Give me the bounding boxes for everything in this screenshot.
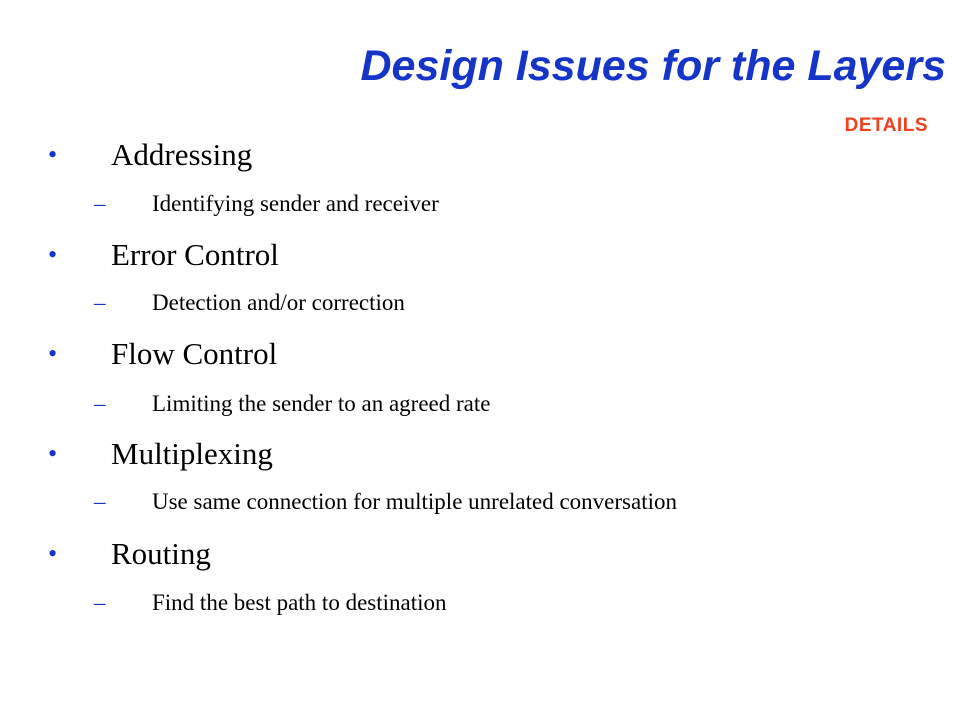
bullet-icon: • [48, 140, 58, 169]
dash-icon: – [94, 590, 106, 615]
details-link[interactable]: DETAILS [844, 115, 928, 136]
topic-detail: Find the best path to destination [152, 590, 447, 615]
topic-detail: Identifying sender and receiver [152, 191, 439, 216]
dash-icon: – [94, 391, 106, 416]
bullet-icon: • [48, 339, 58, 368]
dash-icon: – [94, 489, 106, 514]
topic-heading: Error Control [111, 237, 279, 272]
bullet-icon: • [48, 439, 58, 468]
topic-heading: Addressing [111, 137, 253, 172]
topic-heading: Routing [111, 536, 211, 571]
topic-heading: Multiplexing [111, 436, 273, 471]
slide-title: Design Issues for the Layers [360, 42, 946, 90]
dash-icon: – [94, 191, 106, 216]
topic-detail: Use same connection for multiple unrelated conversation [152, 489, 677, 514]
bullet-icon: • [48, 240, 58, 269]
topic-heading: Flow Control [111, 336, 278, 371]
bullet-icon: • [48, 539, 58, 568]
dash-icon: – [94, 290, 106, 315]
topic-detail: Limiting the sender to an agreed rate [152, 391, 491, 416]
topic-detail: Detection and/or correction [152, 290, 405, 315]
